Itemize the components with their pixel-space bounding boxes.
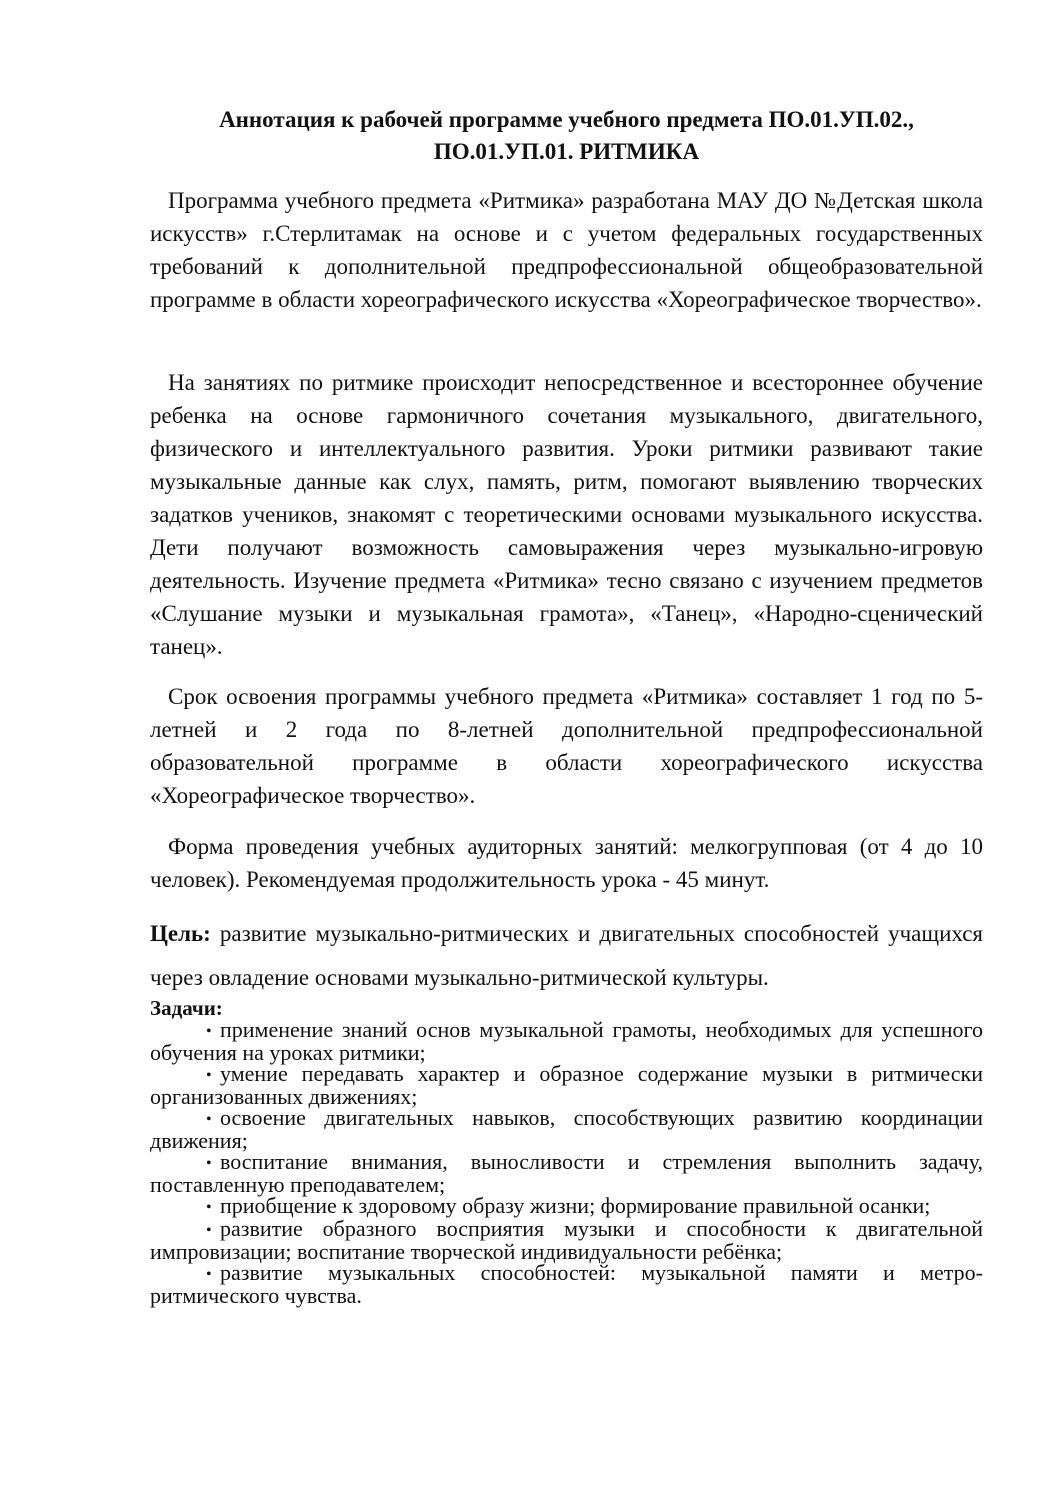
title-line-1: Аннотация к рабочей программе учебного предмета ПО.01.УП.02., — [219, 107, 914, 132]
goal-text: развитие музыкально-ритмических и двигательных способностей учащихся через овладение основами музыкально-ритмической культуры. — [150, 921, 984, 990]
goal-label: Цель: — [150, 921, 211, 946]
bullet-icon: • — [206, 1023, 212, 1040]
task-text: применение знаний основ музыкальной грамоты, необходимых для успешного обучения на уроках ритмики; — [150, 1017, 983, 1065]
bullet-icon: • — [206, 1155, 212, 1172]
task-item — [150, 1195, 983, 1218]
document-title — [150, 104, 983, 168]
title-line-2: ПО.01.УП.01. РИТМИКА — [433, 139, 700, 164]
paragraph-program-origin: Программа учебного предмета «Ритмика» разработана МАУ ДО №Детская школа искусств» г.Стерлитамак на основе и с учетом федеральных государственных требований к дополнительной предпрофессиональной общеобразовательной программе в области хореографического искусства «Хореографическое творчество». — [150, 188, 983, 312]
task-text: умение передавать характер и образное содержание музыки в ритмически организованных движениях; — [150, 1061, 983, 1109]
bullet-icon: • — [206, 1222, 212, 1239]
task-item — [150, 1063, 983, 1107]
bullet-icon: • — [206, 1199, 212, 1216]
task-item — [150, 1262, 983, 1306]
task-text: приобщение к здоровому образу жизни; формирование правильной осанки; — [220, 1193, 931, 1218]
task-item — [150, 1218, 983, 1262]
tasks-list — [150, 1019, 983, 1306]
tasks-heading: Задачи: — [150, 996, 223, 1020]
task-text: освоение двигательных навыков, способствующих развитию координации движения; — [150, 1105, 983, 1153]
paragraph-lesson-format: Форма проведения учебных аудиторных занятий: мелкогрупповая (от 4 до 10 человек). Рекомендуемая продолжительность урока - 45 минут. — [150, 834, 983, 892]
task-text: развитие музыкальных способностей: музыкальной памяти и метро-ритмического чувства. — [150, 1260, 983, 1308]
bullet-icon: • — [206, 1067, 212, 1084]
task-text: воспитание внимания, выносливости и стремления выполнить задачу, поставленную преподавателем; — [150, 1149, 983, 1197]
paragraph-lessons-description: На занятиях по ритмике происходит непосредственное и всестороннее обучение ребенка на основе гармоничного сочетания музыкального, двигательного, физического и интеллектуального развития. Уроки ритмики развивают такие музыкальные данные как слух, память, ритм, помогают выявлению творческих задатков учеников, знакомят с теоретическими основами музыкального искусства. Дети получают возможность самовыражения через музыкально-игровую деятельность. Изучение предмета «Ритмика» тесно связано с изучением предметов «Слушание музыки и музыкальная грамота», «Танец», «Народно-сценический танец». — [150, 370, 983, 659]
bullet-icon: • — [206, 1111, 212, 1128]
paragraph-duration: Срок освоения программы учебного предмета «Ритмика» составляет 1 год по 5- летней и 2 года по 8-летней дополнительной предпрофессиональной образовательной программе в области хореографического искусства «Хореографическое творчество». — [150, 684, 983, 808]
bullet-icon: • — [206, 1266, 212, 1283]
task-item — [150, 1107, 983, 1151]
task-item — [150, 1019, 983, 1063]
goal-paragraph — [150, 912, 983, 1000]
task-text: развитие образного восприятия музыки и способности к двигательной импровизации; воспитание творческой индивидуальности ребёнка; — [150, 1216, 983, 1264]
task-item — [150, 1151, 983, 1195]
